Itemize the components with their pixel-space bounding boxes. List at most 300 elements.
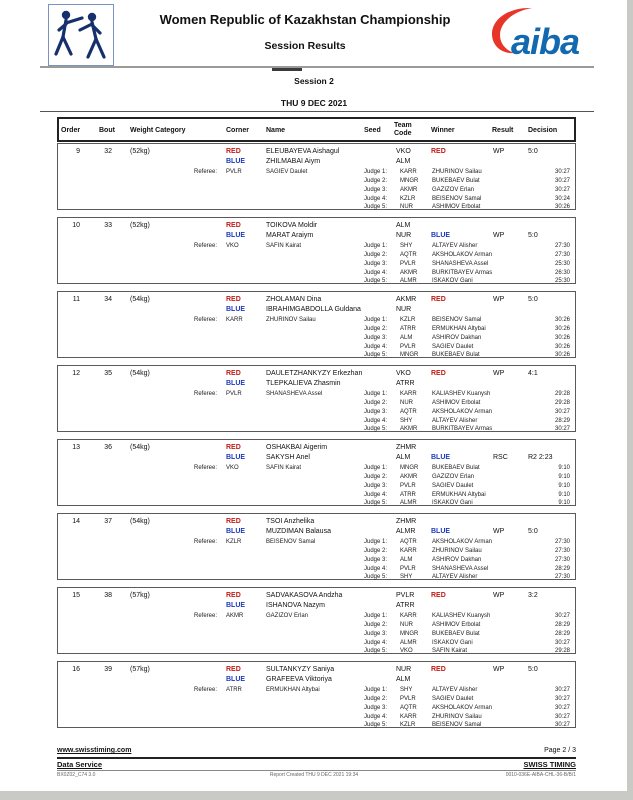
judge-name: SAGIEV Daulet — [432, 344, 474, 350]
judge2-row — [58, 326, 575, 334]
judge-score: 30:27 — [554, 187, 570, 193]
bout-number: 36 — [104, 444, 112, 451]
judge-label: Judge 2: — [364, 252, 388, 258]
judge-name: AKSHOLAKOV Arman — [432, 539, 493, 545]
bout-card — [57, 661, 576, 728]
judge-label: Judge 3: — [364, 261, 388, 267]
red-corner-label: RED — [226, 148, 241, 155]
judge3-row — [58, 557, 575, 565]
referee-label: Referee: — [194, 465, 218, 471]
judge-score: 9:10 — [558, 465, 570, 471]
judge2-row — [58, 474, 575, 482]
judge-name: SHANASHEVA Assel — [432, 566, 489, 572]
judge-name: BURKITBAYEV Armas — [432, 426, 493, 432]
judge-score: 28:29 — [554, 631, 570, 637]
blue-team-code: ATRR — [396, 602, 415, 609]
blue-team-code: ALMR — [396, 528, 416, 535]
referee-name: SHANASHEVA Assel — [266, 391, 323, 397]
judge-name: AKSHOLAKOV Arman — [432, 705, 493, 711]
blue-corner-label: BLUE — [226, 454, 246, 461]
judge-score: 30:27 — [554, 178, 570, 184]
judge-label: Judge 2: — [364, 474, 388, 480]
judge-name: ASHIROV Dakhan — [432, 557, 482, 563]
aiba-logo-icon — [487, 4, 595, 62]
winner-value-blue: BLUE — [431, 232, 451, 239]
bout-number: 33 — [104, 222, 112, 229]
weight-category: (57kg) — [130, 592, 150, 599]
judge-code: AQTR — [400, 252, 417, 258]
red-corner-row — [58, 518, 575, 527]
judge-code: MNGR — [400, 465, 419, 471]
judge-name: BUKEBAEV Bulat — [432, 178, 480, 184]
judge3-row — [58, 261, 575, 269]
judge-name: ALTAYEV Alisher — [432, 418, 478, 424]
judge-code: SHY — [400, 243, 413, 249]
judge-label: Judge 2: — [364, 696, 388, 702]
referee-judge1-row — [58, 687, 575, 695]
boxers-icon — [49, 5, 111, 63]
judge-name: GAZIZOV Erlan — [432, 474, 475, 480]
result-value-red: WP — [493, 370, 505, 377]
winner-value-red: RED — [431, 666, 446, 673]
blue-corner-row — [58, 528, 575, 537]
judge-name: ISKAKOV Gani — [432, 640, 473, 646]
judge-code: AKMR — [400, 426, 418, 432]
referee-judge1-row — [58, 391, 575, 399]
judge-name: ASHIMOV Erbolat — [432, 622, 481, 628]
red-boxer-name: OSHAKBAI Aigerim — [266, 444, 328, 451]
swiss-timing-brand: SWISS TIMING — [523, 760, 576, 769]
judge-code: MNGR — [400, 352, 419, 358]
judge-score: 30:27 — [554, 409, 570, 415]
judge-label: Judge 1: — [364, 687, 388, 693]
col-result: Result — [492, 127, 514, 134]
judge5-row — [58, 426, 575, 434]
blue-boxer-name: IBRAHIMGABDOLLA Guldana — [266, 306, 361, 313]
judge-code: AKMR — [400, 270, 418, 276]
judge-score: 30:27 — [554, 687, 570, 693]
judge-name: ERMUKHAN Altybai — [432, 326, 486, 332]
referee-code: PVLR — [226, 391, 242, 397]
judge-score: 30:26 — [554, 352, 570, 358]
judge-score: 30:27 — [554, 722, 570, 728]
referee-judge1-row — [58, 539, 575, 547]
judge-code: NUR — [400, 204, 413, 210]
judge-score: 28:29 — [554, 566, 570, 572]
col-team-code: Team Code — [394, 122, 412, 137]
judge-label: Judge 5: — [364, 204, 388, 210]
judge3-row — [58, 335, 575, 343]
result-value-red: WP — [493, 296, 505, 303]
judge-code: MNGR — [400, 178, 419, 184]
judge3-row — [58, 187, 575, 195]
judge-label: Judge 4: — [364, 418, 388, 424]
judge-score: 25:30 — [554, 278, 570, 284]
report-created-timestamp: Report Created THU 9 DEC 2021 19:34 — [269, 772, 359, 778]
judge-score: 29:28 — [554, 391, 570, 397]
red-corner-row — [58, 370, 575, 379]
judge-name: KALIASHEV Kuanysh — [432, 391, 491, 397]
report-code-right: 0010-036E-AIBA-CHL-36-B/B/1 — [505, 772, 576, 778]
judge-score: 27:30 — [554, 557, 570, 563]
boxing-pictogram-logo — [48, 4, 114, 66]
red-boxer-name: TSOI Anzhelika — [266, 518, 315, 525]
judge-label: Judge 1: — [364, 169, 388, 175]
page-indicator: Page 2 / 3 — [544, 747, 576, 754]
red-team-code: AKMR — [396, 296, 417, 303]
decision-value-red: 5:0 — [528, 148, 538, 155]
judge-name: ASHIMOV Erbolat — [432, 204, 481, 210]
order-value: 9 — [76, 148, 80, 155]
judge-name: BURKITBAYEV Armas — [432, 270, 493, 276]
red-team-code: ZHMR — [396, 518, 417, 525]
blue-corner-row — [58, 306, 575, 315]
order-value: 14 — [72, 518, 80, 525]
red-corner-label: RED — [226, 296, 241, 303]
order-value: 13 — [72, 444, 80, 451]
weight-category: (54kg) — [130, 444, 150, 451]
blue-boxer-name: ZHILMABAI Aiym — [266, 158, 321, 165]
red-team-code: ALM — [396, 222, 411, 229]
referee-name: GAZIZOV Erlan — [266, 613, 309, 619]
red-team-code: VKO — [396, 148, 411, 155]
judge-code: SHY — [400, 418, 413, 424]
judge-label: Judge 1: — [364, 391, 388, 397]
referee-label: Referee: — [194, 613, 218, 619]
referee-code: KZLR — [226, 539, 242, 545]
judge-code: SHY — [400, 687, 413, 693]
judge3-row — [58, 705, 575, 713]
judge-code: ATRR — [400, 492, 416, 498]
red-boxer-name: ELEUBAYEVA Aishagul — [266, 148, 340, 155]
winner-value-blue: BLUE — [431, 528, 451, 535]
bout-number: 35 — [104, 370, 112, 377]
blue-corner-label: BLUE — [226, 602, 246, 609]
referee-label: Referee: — [194, 539, 218, 545]
decision-value-blue: 5:0 — [528, 528, 538, 535]
judge-score: 30:27 — [554, 613, 570, 619]
blue-corner-label: BLUE — [226, 528, 246, 535]
judge-name: ZHURINOV Sailau — [432, 548, 482, 554]
bout-number: 38 — [104, 592, 112, 599]
judge-label: Judge 1: — [364, 613, 388, 619]
judge-code: SHY — [400, 574, 413, 580]
judge-name: ALTAYEV Alisher — [432, 574, 478, 580]
judge-label: Judge 5: — [364, 352, 388, 358]
blue-boxer-name: GRAFEEVA Viktoriya — [266, 676, 332, 683]
order-value: 12 — [72, 370, 80, 377]
judge-label: Judge 3: — [364, 483, 388, 489]
bout-number: 32 — [104, 148, 112, 155]
judge-name: ZHURINOV Sailau — [432, 714, 482, 720]
judge-label: Judge 5: — [364, 648, 388, 654]
judge4-row — [58, 344, 575, 352]
referee-judge1-row — [58, 243, 575, 251]
judge-label: Judge 5: — [364, 500, 388, 506]
blue-corner-row — [58, 232, 575, 241]
judge-code: ALM — [400, 335, 413, 341]
decision-value-red: 5:0 — [528, 296, 538, 303]
judge-name: BUKEBAEV Bulat — [432, 465, 480, 471]
col-name: Name — [266, 127, 286, 134]
order-value: 11 — [72, 296, 80, 303]
judge-code: VKO — [400, 648, 413, 654]
header-divider-accent — [272, 68, 302, 71]
judge3-row — [58, 409, 575, 417]
judge-label: Judge 3: — [364, 557, 388, 563]
judge-score: 27:30 — [554, 252, 570, 258]
judge-code: KZLR — [400, 317, 416, 323]
judge-label: Judge 4: — [364, 492, 388, 498]
judge4-row — [58, 566, 575, 574]
judge-score: 9:10 — [558, 500, 570, 506]
session-label: Session 2 — [294, 76, 334, 86]
judge-label: Judge 2: — [364, 548, 388, 554]
referee-judge1-row — [58, 317, 575, 325]
bout-card — [57, 217, 576, 284]
judge3-row — [58, 631, 575, 639]
blue-boxer-name: ISHANOVA Nazym — [266, 602, 325, 609]
blue-team-code: NUR — [396, 306, 412, 313]
judge-code: PVLR — [400, 696, 416, 702]
judge-name: ERMUKHAN Altybai — [432, 492, 486, 498]
judge-score: 30:26 — [554, 326, 570, 332]
blue-boxer-name: SAKYSH Anel — [266, 454, 310, 461]
judge-label: Judge 3: — [364, 187, 388, 193]
blue-corner-label: BLUE — [226, 232, 246, 239]
red-corner-row — [58, 592, 575, 601]
judge-label: Judge 5: — [364, 722, 388, 728]
judge2-row — [58, 178, 575, 186]
judge-code: KARR — [400, 169, 417, 175]
judge-score: 30:27 — [554, 705, 570, 711]
blue-corner-row — [58, 380, 575, 389]
judge4-row — [58, 714, 575, 722]
judge-label: Judge 2: — [364, 178, 388, 184]
judge-name: BUKEBAEV Bulat — [432, 352, 480, 358]
red-team-code: VKO — [396, 370, 411, 377]
judge5-row — [58, 574, 575, 582]
red-corner-label: RED — [226, 518, 241, 525]
judge-label: Judge 4: — [364, 196, 388, 202]
aiba-wordmark: aiba — [511, 21, 580, 62]
col-decision: Decision — [528, 127, 558, 134]
blue-corner-row — [58, 158, 575, 167]
blue-boxer-name: MARAT Araiym — [266, 232, 314, 239]
red-corner-row — [58, 148, 575, 157]
judge-code: KARR — [400, 391, 417, 397]
judge-code: PVLR — [400, 344, 416, 350]
referee-label: Referee: — [194, 317, 218, 323]
red-corner-row — [58, 296, 575, 305]
weight-category: (54kg) — [130, 370, 150, 377]
judge4-row — [58, 196, 575, 204]
col-weight-category: Weight Category — [130, 127, 186, 134]
bout-card — [57, 439, 576, 506]
result-value-blue: WP — [493, 232, 505, 239]
report-subtitle: Session Results — [264, 40, 346, 52]
judge-code: AKMR — [400, 474, 418, 480]
decision-value-red: 5:0 — [528, 666, 538, 673]
referee-name: SAFIN Kairat — [266, 243, 302, 249]
result-value-blue: WP — [493, 528, 505, 535]
winner-value-blue: BLUE — [431, 454, 451, 461]
judge-name: ZHURINOV Sailau — [432, 169, 482, 175]
red-team-code: NUR — [396, 666, 412, 673]
judge-code: ALMR — [400, 640, 417, 646]
judge-code: KZLR — [400, 196, 416, 202]
judge-label: Judge 4: — [364, 566, 388, 572]
judge-code: NUR — [400, 400, 413, 406]
judge-code: ALMR — [400, 500, 417, 506]
judge-score: 27:30 — [554, 574, 570, 580]
judge-label: Judge 4: — [364, 344, 388, 350]
red-boxer-name: DAULETZHANKYZY Erkezhan — [266, 370, 363, 377]
table-top-rule — [40, 111, 594, 112]
bout-card — [57, 587, 576, 654]
red-corner-label: RED — [226, 370, 241, 377]
red-corner-label: RED — [226, 444, 241, 451]
judge3-row — [58, 483, 575, 491]
judge-code: KARR — [400, 714, 417, 720]
judge-name: AKSHOLAKOV Arman — [432, 409, 493, 415]
blue-corner-label: BLUE — [226, 306, 246, 313]
judge-name: ASHIROV Dakhan — [432, 335, 482, 341]
judge-score: 30:26 — [554, 344, 570, 350]
judge-name: SAGIEV Daulet — [432, 483, 474, 489]
judge4-row — [58, 270, 575, 278]
weight-category: (54kg) — [130, 296, 150, 303]
blue-corner-label: BLUE — [226, 158, 246, 165]
judge-score: 30:26 — [554, 317, 570, 323]
judge2-row — [58, 548, 575, 556]
judge-code: AQTR — [400, 409, 417, 415]
judge-score: 30:27 — [554, 426, 570, 432]
judge-name: SAFIN Kairat — [432, 648, 468, 654]
aiba-logo — [487, 4, 595, 62]
red-corner-row — [58, 666, 575, 675]
winner-value-red: RED — [431, 296, 446, 303]
judge-score: 27:30 — [554, 539, 570, 545]
red-boxer-name: SADVAKASOVA Andzha — [266, 592, 343, 599]
judge-name: ALTAYEV Alisher — [432, 243, 478, 249]
judge-score: 9:10 — [558, 483, 570, 489]
judge-score: 28:29 — [554, 622, 570, 628]
referee-name: BEISENOV Samal — [266, 539, 316, 545]
blue-team-code: ALM — [396, 158, 411, 165]
red-boxer-name: TOIKOVA Moldir — [266, 222, 318, 229]
referee-name: SAGIEV Daulet — [266, 169, 308, 175]
swisstiming-link[interactable]: www.swisstiming.com — [57, 747, 132, 754]
red-team-code: ZHMR — [396, 444, 417, 451]
judge-name: SAGIEV Daulet — [432, 696, 474, 702]
winner-value-red: RED — [431, 148, 446, 155]
judge-name: BEISENOV Samal — [432, 722, 482, 728]
blue-team-code: NUR — [396, 232, 412, 239]
col-seed: Seed — [364, 127, 381, 134]
referee-label: Referee: — [194, 243, 218, 249]
judge2-row — [58, 696, 575, 704]
judge-label: Judge 5: — [364, 574, 388, 580]
referee-label: Referee: — [194, 687, 218, 693]
judge-label: Judge 1: — [364, 243, 388, 249]
bout-card — [57, 365, 576, 432]
red-corner-label: RED — [226, 666, 241, 673]
judge-score: 9:10 — [558, 474, 570, 480]
judge-score: 27:30 — [554, 548, 570, 554]
judge5-row — [58, 648, 575, 656]
bout-number: 34 — [104, 296, 112, 303]
referee-name: ERMUKHAN Altybai — [266, 687, 320, 693]
decision-value-blue: 5:0 — [528, 232, 538, 239]
result-value-blue: RSC — [493, 454, 508, 461]
judge2-row — [58, 622, 575, 630]
judge-score: 30:27 — [554, 169, 570, 175]
bout-number: 39 — [104, 666, 112, 673]
decision-value-blue: R2 2:23 — [528, 454, 553, 461]
weight-category: (54kg) — [130, 518, 150, 525]
blue-team-code: ALM — [396, 676, 411, 683]
judge-score: 30:27 — [554, 696, 570, 702]
judge-code: AKMR — [400, 187, 418, 193]
blue-team-code: ALM — [396, 454, 411, 461]
judge-code: AQTR — [400, 539, 417, 545]
judge-code: PVLR — [400, 566, 416, 572]
report-code-left: BX0Z02_C74 3.0 — [57, 772, 96, 778]
judge2-row — [58, 400, 575, 408]
judge-label: Judge 5: — [364, 426, 388, 432]
referee-code: AKMR — [226, 613, 244, 619]
red-corner-row — [58, 444, 575, 453]
judge2-row — [58, 252, 575, 260]
blue-corner-row — [58, 676, 575, 685]
blue-corner-label: BLUE — [226, 380, 246, 387]
judge-name: BEISENOV Samal — [432, 196, 482, 202]
judge-label: Judge 3: — [364, 705, 388, 711]
judge5-row — [58, 204, 575, 212]
winner-value-red: RED — [431, 592, 446, 599]
judge-code: KZLR — [400, 722, 416, 728]
col-corner: Corner — [226, 127, 249, 134]
bout-number: 37 — [104, 518, 112, 525]
judge-label: Judge 3: — [364, 631, 388, 637]
judge-label: Judge 2: — [364, 326, 388, 332]
judge-name: BUKEBAEV Bulat — [432, 631, 480, 637]
blue-corner-label: BLUE — [226, 676, 246, 683]
referee-code: PVLR — [226, 169, 242, 175]
blue-team-code: ATRR — [396, 380, 415, 387]
order-value: 15 — [72, 592, 80, 599]
referee-code: ATRR — [226, 687, 242, 693]
judge-code: MNGR — [400, 631, 419, 637]
judge4-row — [58, 640, 575, 648]
referee-code: VKO — [226, 243, 239, 249]
red-corner-label: RED — [226, 592, 241, 599]
bout-card — [57, 291, 576, 358]
referee-code: VKO — [226, 465, 239, 471]
judge4-row — [58, 418, 575, 426]
referee-label: Referee: — [194, 391, 218, 397]
referee-judge1-row — [58, 169, 575, 177]
result-value-red: WP — [493, 666, 505, 673]
judge-code: PVLR — [400, 261, 416, 267]
judge-score: 30:27 — [554, 714, 570, 720]
blue-boxer-name: TLEPKALIEVA Zhasmin — [266, 380, 341, 387]
decision-value-red: 3:2 — [528, 592, 538, 599]
judge-name: GAZIZOV Erlan — [432, 187, 475, 193]
judge-score: 9:10 — [558, 492, 570, 498]
weight-category: (57kg) — [130, 666, 150, 673]
